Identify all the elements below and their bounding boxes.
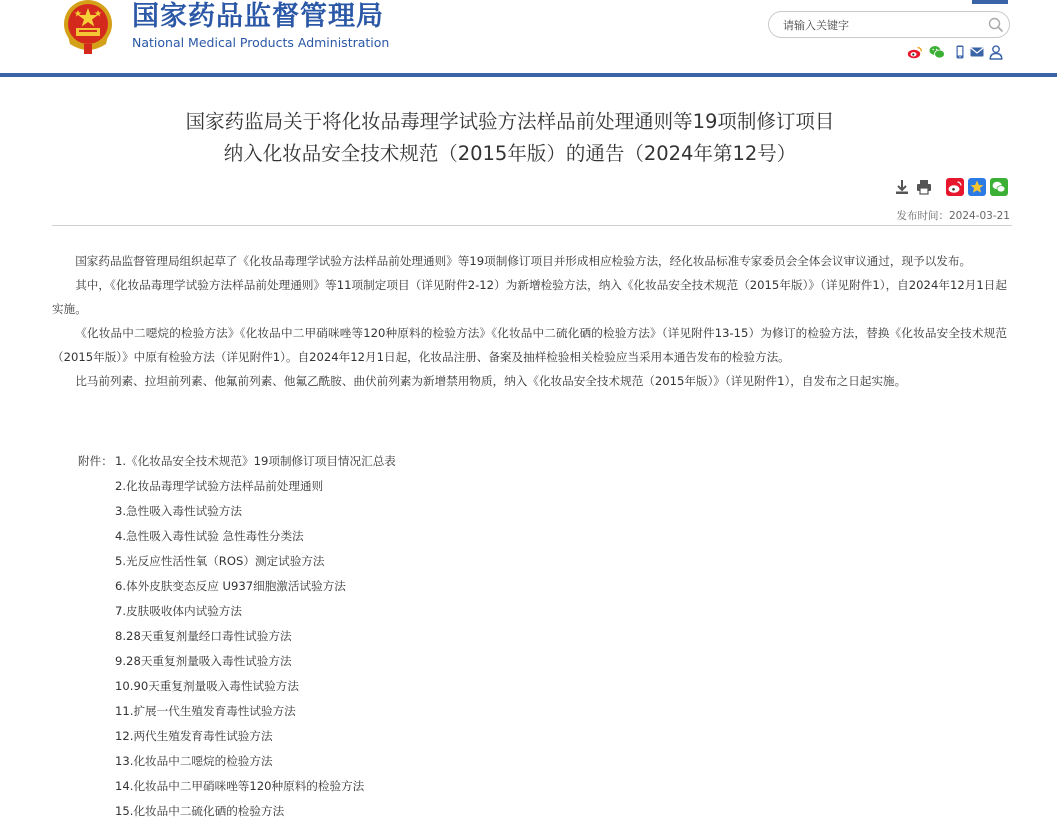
attachment-row	[78, 499, 678, 524]
mail-icon[interactable]	[969, 44, 985, 60]
article-body	[52, 249, 1007, 393]
attachment-row	[78, 449, 678, 474]
attachment-link[interactable]: 15.化妆品中二硫化硒的检验方法	[115, 804, 285, 818]
attachment-row	[78, 549, 678, 574]
attachment-link[interactable]: 13.化妆品中二噁烷的检验方法	[115, 754, 273, 768]
attachment-link[interactable]: 3.急性吸入毒性试验方法	[115, 504, 242, 518]
attachments-label: 附件：	[78, 454, 113, 468]
download-icon[interactable]	[893, 178, 911, 196]
share-weibo-icon[interactable]	[946, 178, 964, 196]
publish-date	[896, 208, 1010, 223]
paragraph-1: 国家药品监督管理局组织起草了《化妆品毒理学试验方法样品前处理通则》等19项制修订项目并形成相应检验方法，经化妆品标准专家委员会全体会议审议通过，现予以发布。	[75, 254, 972, 268]
attachment-link[interactable]: 5.光反应性活性氧（ROS）测定试验方法	[115, 554, 325, 568]
title-divider	[52, 225, 1012, 226]
attachment-list	[78, 449, 678, 824]
weibo-icon[interactable]	[907, 44, 923, 60]
publish-date-value: 2024-03-21	[948, 210, 1010, 222]
attachment-row	[78, 599, 678, 624]
attachment-row	[78, 524, 678, 549]
share-wechat-icon[interactable]	[990, 178, 1008, 196]
attachment-row	[78, 724, 678, 749]
attachment-link[interactable]: 7.皮肤吸收体内试验方法	[115, 604, 242, 618]
attachment-link[interactable]: 12.两代生殖发育毒性试验方法	[115, 729, 273, 743]
attachment-row	[78, 474, 678, 499]
attachment-row	[78, 749, 678, 774]
site-title-en[interactable]: National Medical Products Administration	[132, 35, 390, 50]
attachment-link[interactable]: 1.《化妆品安全技术规范》19项制修订项目情况汇总表	[115, 454, 396, 468]
paragraph-3: 《化妆品中二噁烷的检验方法》《化妆品中二甲硝咪唑等120种原料的检验方法》《化妆品中二硫化硒的检验方法》（详见附件13-15）为修订的检验方法，替换《化妆品安全技术规范（2015年版）》中原有检验方法（详见附件1）。自2024年12月1日起，化妆品注册、备案及抽样检验相关检验应当采用本通告发布的检验方法。	[52, 326, 1007, 364]
article-title-line1: 国家药监局关于将化妆品毒理学试验方法样品前处理通则等19项制修订项目	[185, 110, 835, 133]
attachment-row	[78, 774, 678, 799]
attachment-row	[78, 799, 678, 824]
header-divider	[0, 73, 1057, 77]
paragraph-2: 其中，《化妆品毒理学试验方法样品前处理通则》等11项制定项目（详见附件2-12）为新增检验方法，纳入《化妆品安全技术规范（2015年版）》（详见附件1），自2024年12月1日起实施。	[52, 278, 1007, 316]
site-header	[0, 0, 1057, 75]
search-input[interactable]	[783, 16, 978, 34]
user-icon[interactable]	[988, 44, 1004, 60]
attachment-link[interactable]: 9.28天重复剂量吸入毒性试验方法	[115, 654, 292, 668]
national-emblem-icon[interactable]	[60, 0, 116, 56]
attachment-link[interactable]: 2.化妆品毒理学试验方法样品前处理通则	[115, 479, 324, 493]
search-box	[768, 11, 1010, 38]
article-title	[60, 106, 960, 170]
top-accent-bar	[972, 0, 1008, 4]
attachment-link[interactable]: 4.急性吸入毒性试验 急性毒性分类法	[115, 529, 304, 543]
mobile-icon[interactable]	[952, 44, 968, 60]
wechat-icon[interactable]	[929, 44, 945, 60]
attachment-row	[78, 674, 678, 699]
attachment-row	[78, 699, 678, 724]
attachment-row	[78, 649, 678, 674]
attachment-link[interactable]: 14.化妆品中二甲硝咪唑等120种原料的检验方法	[115, 779, 365, 793]
publish-date-label: 发布时间：	[896, 210, 949, 222]
search-icon[interactable]	[987, 16, 1005, 34]
attachment-link[interactable]: 8.28天重复剂量经口毒性试验方法	[115, 629, 292, 643]
attachment-link[interactable]: 11.扩展一代生殖发育毒性试验方法	[115, 704, 296, 718]
site-title-cn[interactable]: 国家药品监督管理局	[132, 1, 384, 32]
attachment-row	[78, 624, 678, 649]
attachment-link[interactable]: 6.体外皮肤变态反应 U937细胞激活试验方法	[115, 579, 346, 593]
attachment-link[interactable]: 10.90天重复剂量吸入毒性试验方法	[115, 679, 299, 693]
paragraph-4: 比马前列素、拉坦前列素、他氟前列素、他氟乙酰胺、曲伏前列素为新增禁用物质，纳入《化妆品安全技术规范（2015年版）》（详见附件1），自发布之日起实施。	[75, 374, 907, 388]
print-icon[interactable]	[915, 178, 933, 196]
share-favorite-icon[interactable]	[968, 178, 986, 196]
attachment-row	[78, 574, 678, 599]
article-title-line2: 纳入化妆品安全技术规范（2015年版）的通告（2024年第12号）	[223, 142, 797, 165]
